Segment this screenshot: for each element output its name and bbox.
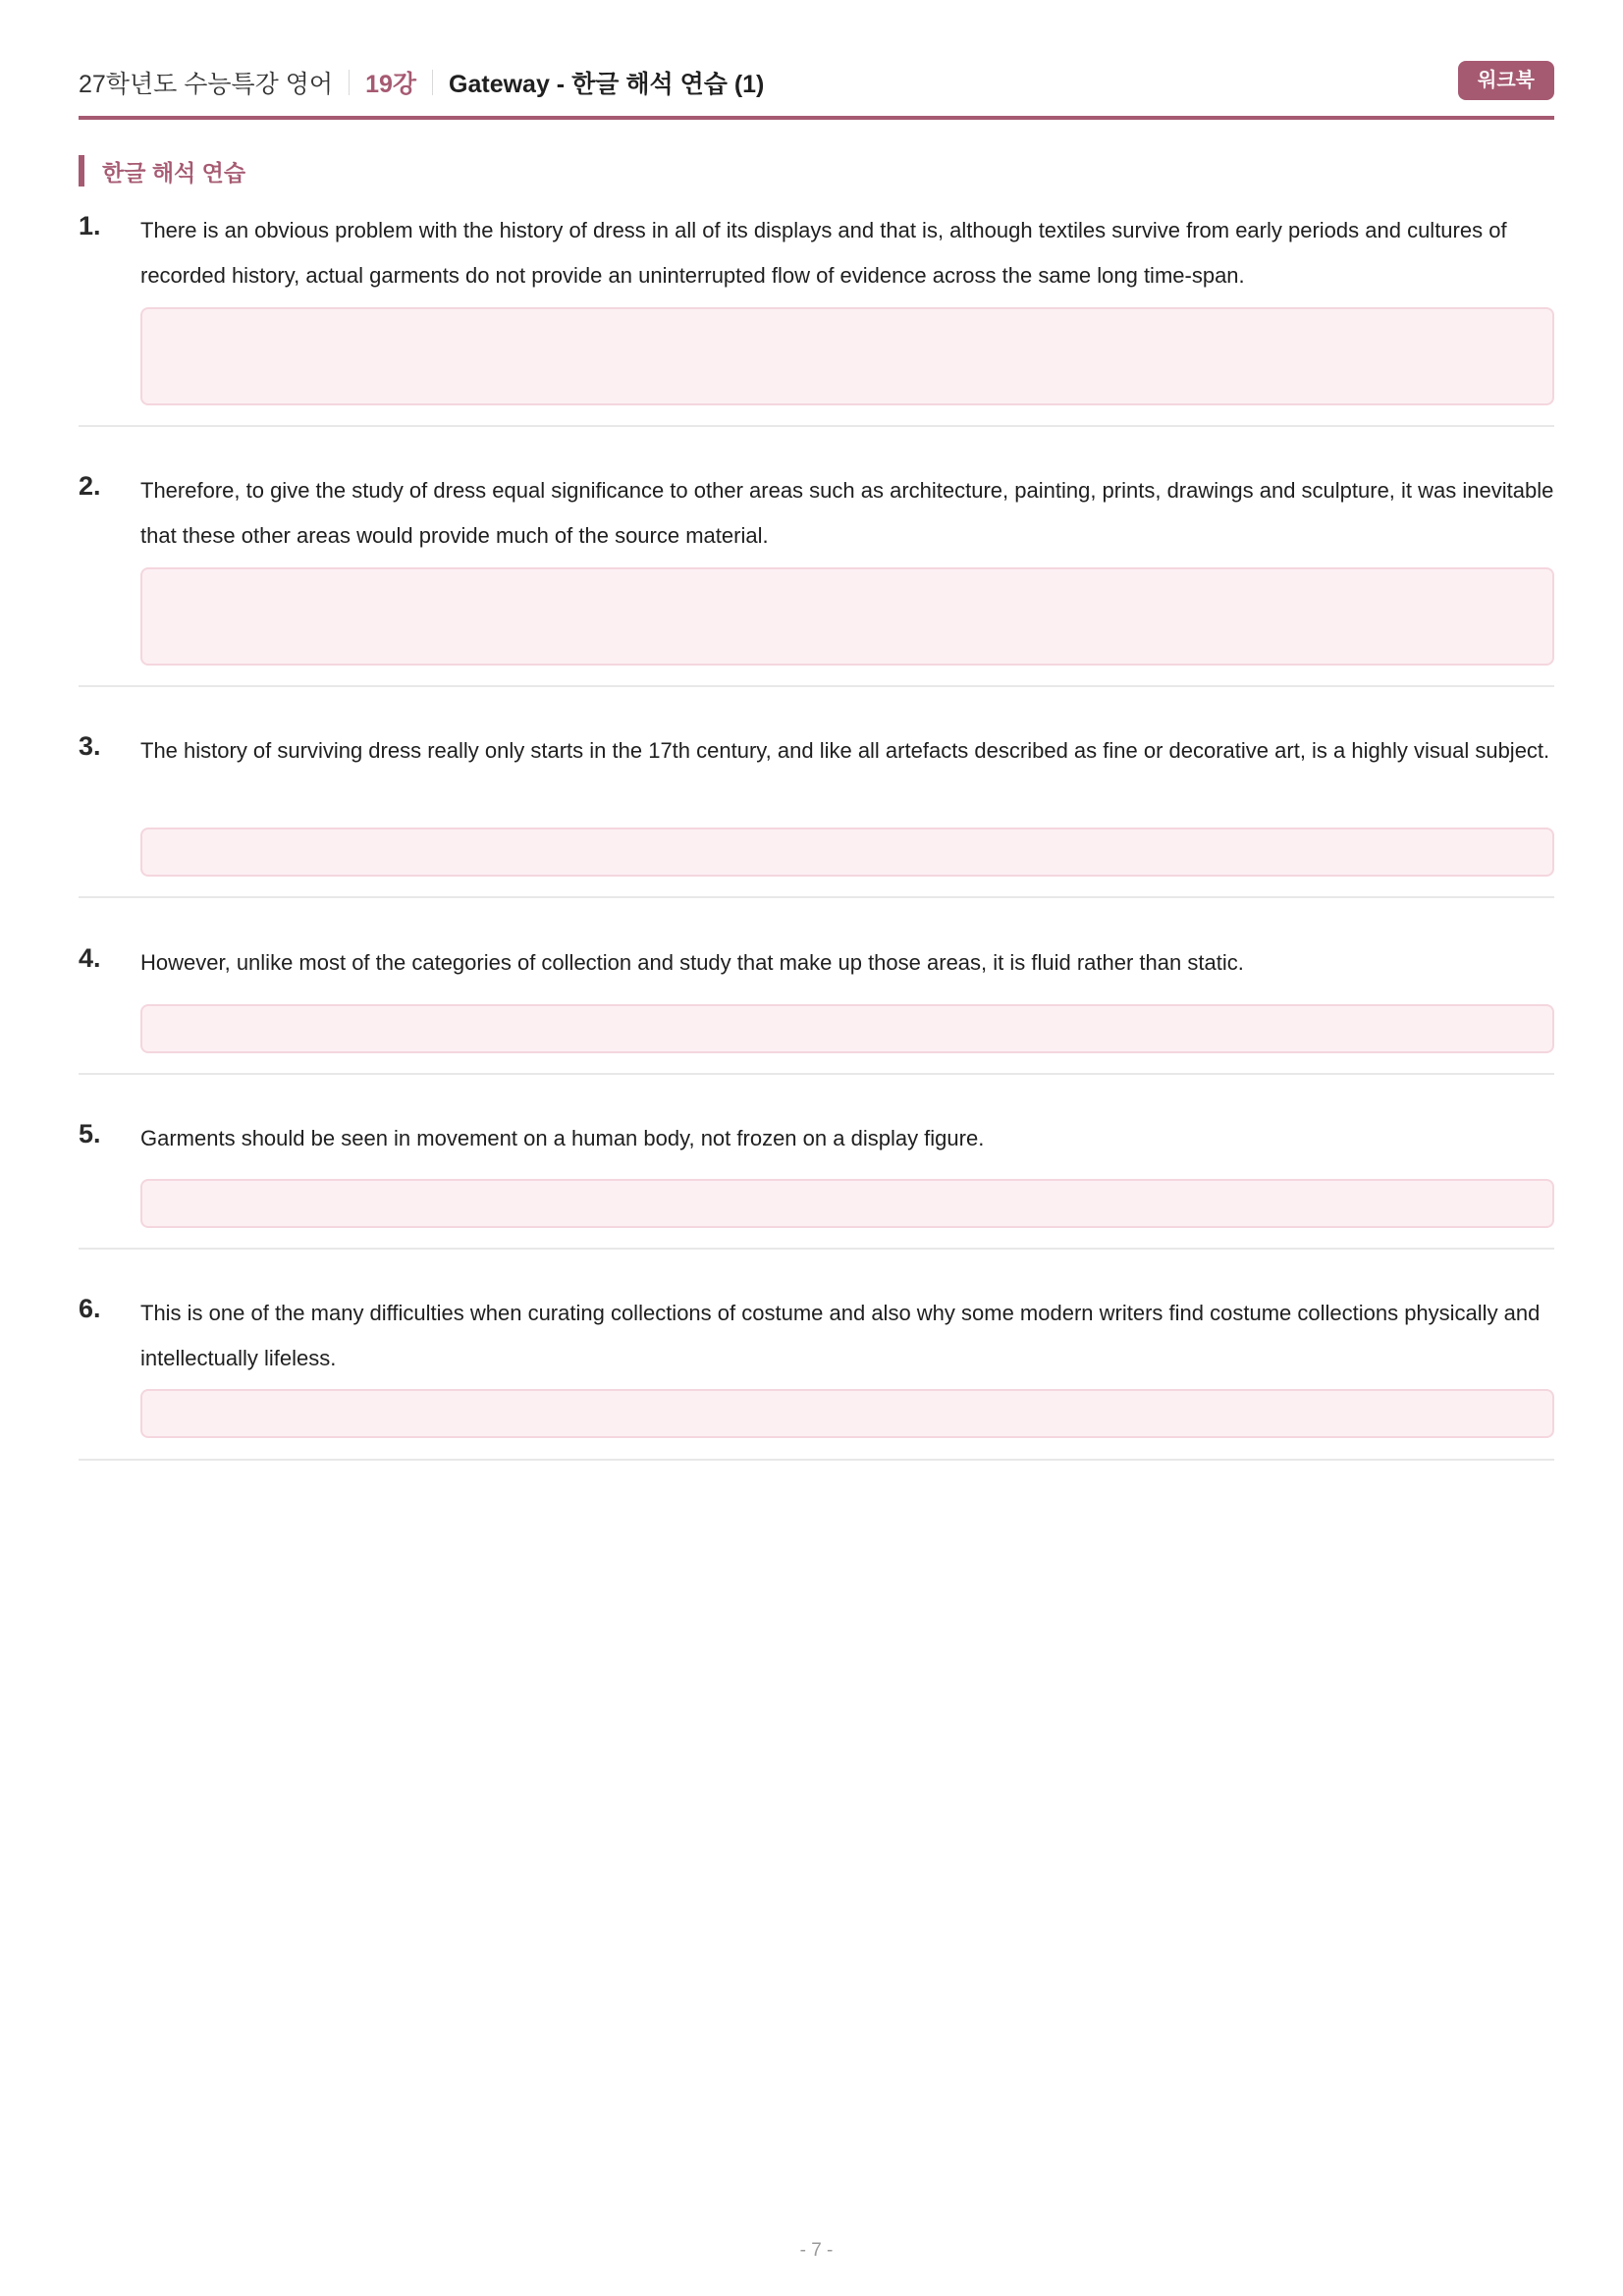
item-number: 6. <box>79 1294 101 1323</box>
answer-box[interactable] <box>140 567 1554 666</box>
workbook-badge: 워크북 <box>1458 61 1554 100</box>
item-divider <box>79 896 1554 898</box>
item-sentence: Garments should be seen in movement on a human body, not frozen on a display figure. <box>140 1126 985 1150</box>
header-rule <box>79 116 1554 120</box>
item-divider <box>79 685 1554 687</box>
section-accent-bar <box>79 155 84 187</box>
header-separator <box>349 70 350 95</box>
answer-box[interactable] <box>140 828 1554 877</box>
section-heading <box>79 155 245 187</box>
item-divider <box>79 1248 1554 1250</box>
page-title: Gateway - 한글 해석 연습 (1) <box>449 71 765 98</box>
book-title: 27학년도 수능특강 영어 <box>79 71 334 98</box>
header-breadcrumb <box>79 67 764 98</box>
item-number: 5. <box>79 1119 101 1148</box>
item-divider <box>79 1459 1554 1461</box>
answer-box[interactable] <box>140 1389 1554 1438</box>
item-sentence: The history of surviving dress really only starts in the 17th century, and like all artefacts described as fine or decorative art, is a highly visual subject. <box>140 738 1550 763</box>
item-number: 2. <box>79 471 101 501</box>
item-sentence: Therefore, to give the study of dress equal significance to other areas such as architecture, painting, prints, drawings and sculpture, it was inevitable that these other areas would provide much of the source material. <box>140 478 1554 548</box>
page-header <box>79 61 1554 104</box>
answer-box[interactable] <box>140 307 1554 405</box>
workbook-page <box>79 0 1554 2296</box>
item-divider <box>79 425 1554 427</box>
section-title: 한글 해석 연습 <box>102 159 246 186</box>
item-number: 4. <box>79 943 101 973</box>
item-number: 1. <box>79 211 101 240</box>
item-divider <box>79 1073 1554 1075</box>
page-number: - 7 - <box>799 2240 834 2261</box>
lesson-number: 19강 <box>365 71 417 98</box>
item-sentence: This is one of the many difficulties when curating collections of costume and also why some modern writers find costume collections physically and intellectually lifeless. <box>140 1301 1541 1370</box>
item-sentence: There is an obvious problem with the history of dress in all of its displays and that is, although textiles survive from early periods and cultures of recorded history, actual garments do not provide an uninterrupted flow of evidence across the same long time-span. <box>140 218 1507 288</box>
answer-box[interactable] <box>140 1179 1554 1228</box>
answer-box[interactable] <box>140 1004 1554 1053</box>
item-sentence: However, unlike most of the categories of collection and study that make up those areas, it is fluid rather than static. <box>140 950 1244 975</box>
header-separator <box>432 70 433 95</box>
item-number: 3. <box>79 731 101 761</box>
